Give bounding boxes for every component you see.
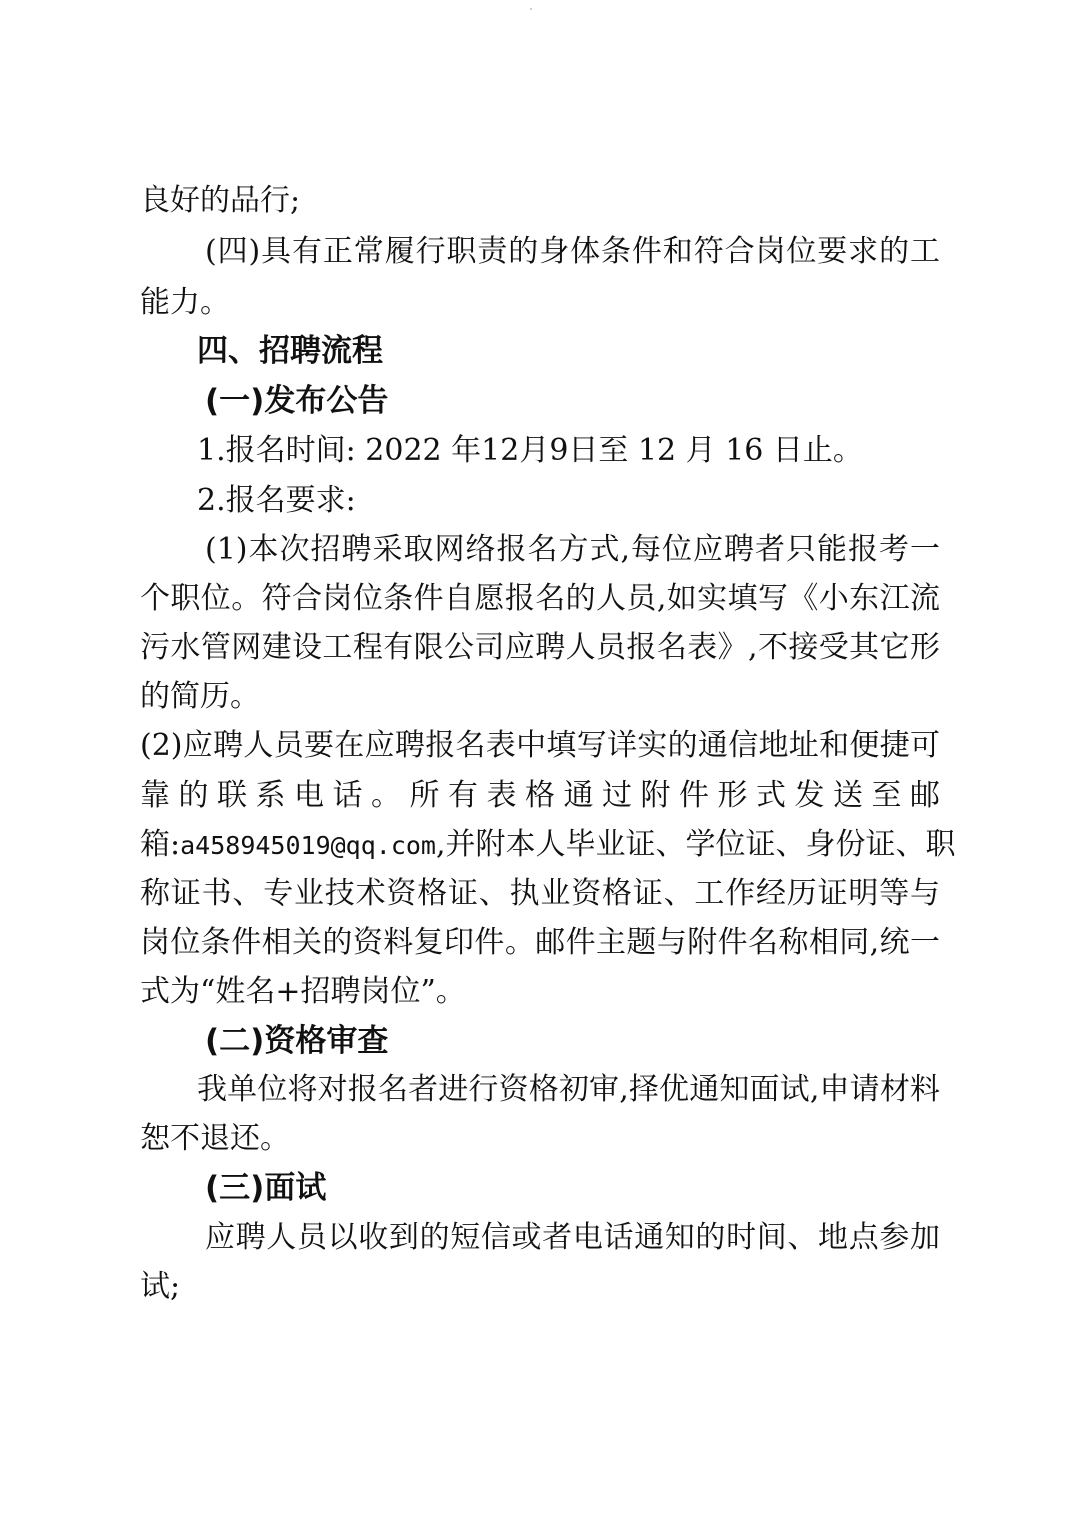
paragraph-line: 恕不退还。 [140, 1121, 290, 1156]
paragraph-line: (四)具有正常履行职责的身体条件和符合岗位要求的工 [205, 234, 940, 269]
paragraph-line: 式为“姓名+招聘岗位”。 [140, 974, 466, 1009]
registration-time: 1.报名时间: 2022 年12月9日至 12 月 16 日止。 [197, 433, 863, 468]
paragraph-line: 我单位将对报名者进行资格初审,择优通知面试,申请材料 [197, 1072, 940, 1107]
subsection-heading-interview: (三)面试 [205, 1170, 327, 1206]
paragraph-line: 良好的品行; [140, 183, 301, 218]
paragraph-line: 能力。 [140, 285, 230, 320]
paragraph-line: 应聘人员以收到的短信或者电话通知的时间、地点参加 [205, 1220, 940, 1255]
registration-requirements-label: 2.报名要求: [197, 483, 356, 518]
subsection-heading-qualification-review: (二)资格审查 [205, 1023, 389, 1059]
section-heading-recruitment-process: 四、招聘流程 [197, 333, 383, 369]
paragraph-line-email [140, 821, 956, 869]
subsection-heading-publish-notice: (一)发布公告 [205, 383, 389, 419]
email-address: a458945019@qq.com [180, 831, 436, 860]
paragraph-line: 污水管网建设工程有限公司应聘人员报名表》,不接受其它形 [140, 630, 940, 665]
email-suffix: ,并附本人毕业证、学位证、身份证、职 [435, 827, 956, 862]
scan-speck [530, 8, 532, 10]
email-prefix: 箱: [140, 827, 181, 862]
paragraph-line: 试; [140, 1269, 181, 1304]
paragraph-line: 靠的联系电话。所有表格通过附件形式发送至邮 [140, 778, 940, 813]
paragraph-line: (1)本次招聘采取网络报名方式,每位应聘者只能报考一 [205, 532, 940, 567]
paragraph-line: 个职位。符合岗位条件自愿报名的人员,如实填写《小东江流 [140, 581, 940, 616]
paragraph-line: 称证书、专业技术资格证、执业资格证、工作经历证明等与 [140, 876, 940, 911]
paragraph-line: 的简历。 [140, 679, 260, 714]
paragraph-line: (2)应聘人员要在应聘报名表中填写详实的通信地址和便捷可 [140, 728, 940, 763]
paragraph-line: 岗位条件相关的资料复印件。邮件主题与附件名称相同,统一 [140, 925, 940, 960]
